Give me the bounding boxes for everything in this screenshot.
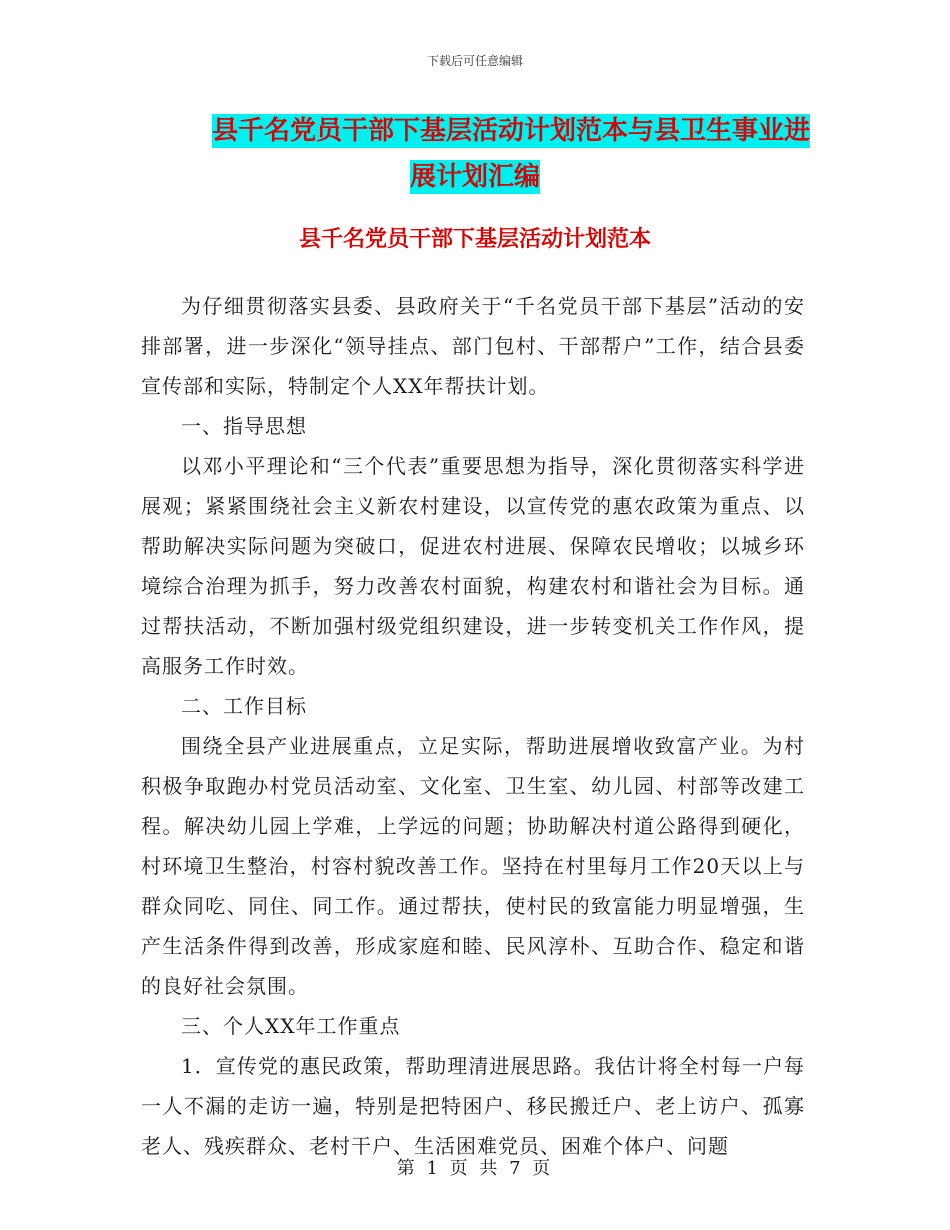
- heading-work-goals: 二、工作目标: [181, 694, 307, 718]
- page-footer: 第 1 页 共 7 页: [396, 1158, 554, 1179]
- paragraph-intro: 为仔细贯彻落实县委、县政府关于“千名党员干部下基层”活动的安排部署，进一步深化“领导挂点、部门包村、干部帮户”工作，结合县委宣传部和实际，特制定个人XX年帮扶计划。: [141, 294, 805, 398]
- heading-work-focus: 三、个人XX年工作重点: [181, 1014, 401, 1038]
- paragraph-work-goals: 围绕全县产业进展重点，立足实际，帮助进展增收致富产业。为村积极争取跑办村党员活动室、文化室、卫生室、幼儿园、村部等改建工程。解决幼儿园上学难，上学远的问题；协助解决村道公路得到硬化，村环境卫生整治，村容村貌改善工作。坚持在村里每月工作20天以上与群众同吃、同住、同工作。通过帮扶，使村民的致富能力明显增强，生产生活条件得到改善，形成家庭和睦、民风淳朴、互助合作、稳定和谐的良好社会氛围。: [141, 734, 805, 998]
- document-body: [141, 286, 805, 1166]
- document-title-line-2: 展计划汇编: [409, 162, 540, 192]
- section-title: 县千名党员干部下基层活动计划范本: [298, 227, 651, 252]
- document-title: [140, 108, 810, 200]
- paragraph-work-focus-1: 1．宣传党的惠民政策，帮助理清进展思路。我估计将全村每一户每一人不漏的走访一遍，特别是把特困户、移民搬迁户、老上访户、孤寡老人、残疾群众、老村干户、生活困难党员、困难个体户、问题: [141, 1054, 805, 1158]
- paragraph-guiding-ideology: 以邓小平理论和“三个代表”重要思想为指导，深化贯彻落实科学进展观；紧紧围绕社会主义新农村建设，以宣传党的惠农政策为重点、以帮助解决实际问题为突破口，促进农村进展、保障农民增收；以城乡环境综合治理为抓手，努力改善农村面貌，构建农村和谐社会为目标。通过帮扶活动，不断加强村级党组织建设，进一步转变机关工作作风，提高服务工作时效。: [141, 454, 805, 678]
- document-title-line-1: 县千名党员干部下基层活动计划范本与县卫生事业进: [211, 116, 810, 146]
- header-note: 下载后可任意编辑: [426, 54, 523, 68]
- heading-guiding-ideology: 一、指导思想: [181, 414, 307, 438]
